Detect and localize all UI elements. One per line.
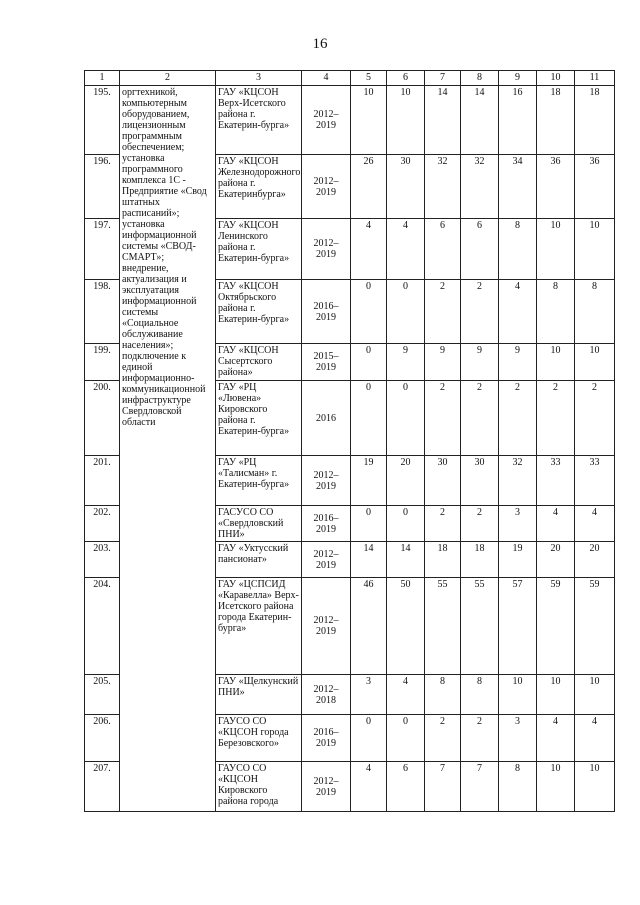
value-col-7: 7: [425, 762, 461, 812]
value-col-7: 2: [425, 506, 461, 542]
period: 2016: [302, 381, 351, 456]
row-number: 199.: [85, 344, 120, 381]
row-number: 200.: [85, 381, 120, 456]
value-col-8: 18: [461, 542, 499, 578]
value-col-9: 4: [499, 280, 537, 344]
column-header-5: 5: [351, 71, 387, 86]
value-col-5: 0: [351, 381, 387, 456]
value-col-5: 46: [351, 578, 387, 675]
value-col-8: 2: [461, 280, 499, 344]
value-col-11: 36: [575, 155, 615, 219]
value-col-7: 18: [425, 542, 461, 578]
value-col-6: 0: [387, 381, 425, 456]
value-col-10: 8: [537, 280, 575, 344]
value-col-9: 10: [499, 675, 537, 715]
value-col-8: 32: [461, 155, 499, 219]
value-col-7: 8: [425, 675, 461, 715]
column-header-1: 1: [85, 71, 120, 86]
value-col-9: 16: [499, 86, 537, 155]
value-col-10: 20: [537, 542, 575, 578]
value-col-11: 10: [575, 219, 615, 280]
value-col-10: 33: [537, 456, 575, 506]
value-col-11: 59: [575, 578, 615, 675]
period: 2015–2019: [302, 344, 351, 381]
value-col-7: 30: [425, 456, 461, 506]
organization-name: ГАСУСО СО «Свердловский ПНИ»: [216, 506, 302, 542]
period: 2012–2019: [302, 219, 351, 280]
value-col-8: 55: [461, 578, 499, 675]
row-number: 197.: [85, 219, 120, 280]
value-col-6: 6: [387, 762, 425, 812]
column-header-6: 6: [387, 71, 425, 86]
column-header-3: 3: [216, 71, 302, 86]
value-col-11: 4: [575, 715, 615, 762]
period: 2016–2019: [302, 715, 351, 762]
value-col-9: 3: [499, 715, 537, 762]
value-col-7: 32: [425, 155, 461, 219]
data-table: [84, 70, 615, 812]
value-col-10: 59: [537, 578, 575, 675]
value-col-11: 20: [575, 542, 615, 578]
period: 2012–2019: [302, 456, 351, 506]
value-col-10: 36: [537, 155, 575, 219]
row-number: 198.: [85, 280, 120, 344]
value-col-5: 3: [351, 675, 387, 715]
value-col-10: 2: [537, 381, 575, 456]
value-col-8: 8: [461, 675, 499, 715]
value-col-6: 50: [387, 578, 425, 675]
value-col-9: 3: [499, 506, 537, 542]
period: 2012–2018: [302, 675, 351, 715]
value-col-11: 10: [575, 762, 615, 812]
value-col-11: 10: [575, 344, 615, 381]
row-number: 205.: [85, 675, 120, 715]
value-col-6: 0: [387, 280, 425, 344]
row-number: 201.: [85, 456, 120, 506]
value-col-6: 30: [387, 155, 425, 219]
value-col-8: 6: [461, 219, 499, 280]
value-col-5: 0: [351, 280, 387, 344]
value-col-8: 7: [461, 762, 499, 812]
period: 2012–2019: [302, 86, 351, 155]
column-header-10: 10: [537, 71, 575, 86]
value-col-6: 4: [387, 675, 425, 715]
value-col-11: 18: [575, 86, 615, 155]
organization-name: ГАУСО СО «КЦСОН Кировского района города: [216, 762, 302, 812]
period: 2012–2019: [302, 155, 351, 219]
period: 2016–2019: [302, 280, 351, 344]
column-header-8: 8: [461, 71, 499, 86]
value-col-7: 2: [425, 381, 461, 456]
row-number: 195.: [85, 86, 120, 155]
value-col-6: 4: [387, 219, 425, 280]
value-col-10: 18: [537, 86, 575, 155]
value-col-9: 32: [499, 456, 537, 506]
value-col-7: 2: [425, 715, 461, 762]
period: 2012–2019: [302, 762, 351, 812]
organization-name: ГАУ «ЦСПСИД «Каравелла» Верх-Исетского района города Екатерин-бурга»: [216, 578, 302, 675]
header-row: [85, 71, 615, 86]
value-col-6: 0: [387, 715, 425, 762]
value-col-7: 14: [425, 86, 461, 155]
value-col-9: 2: [499, 381, 537, 456]
value-col-7: 2: [425, 280, 461, 344]
value-col-9: 8: [499, 219, 537, 280]
period: 2012–2019: [302, 578, 351, 675]
column-header-9: 9: [499, 71, 537, 86]
value-col-9: 19: [499, 542, 537, 578]
row-number: 207.: [85, 762, 120, 812]
value-col-10: 10: [537, 675, 575, 715]
organization-name: ГАУ «КЦСОН Октябрьского района г. Екатерин-бурга»: [216, 280, 302, 344]
value-col-11: 33: [575, 456, 615, 506]
table-row: [85, 86, 615, 155]
column-header-2: 2: [120, 71, 216, 86]
row-number: 196.: [85, 155, 120, 219]
row-number: 206.: [85, 715, 120, 762]
value-col-6: 9: [387, 344, 425, 381]
value-col-11: 8: [575, 280, 615, 344]
value-col-9: 57: [499, 578, 537, 675]
value-col-5: 19: [351, 456, 387, 506]
value-col-11: 10: [575, 675, 615, 715]
value-col-6: 0: [387, 506, 425, 542]
column-header-4: 4: [302, 71, 351, 86]
value-col-11: 4: [575, 506, 615, 542]
column-header-7: 7: [425, 71, 461, 86]
value-col-5: 14: [351, 542, 387, 578]
organization-name: ГАУСО СО «КЦСОН города Березовского»: [216, 715, 302, 762]
row-number: 204.: [85, 578, 120, 675]
value-col-5: 26: [351, 155, 387, 219]
value-col-7: 6: [425, 219, 461, 280]
value-col-5: 4: [351, 762, 387, 812]
table-body: [85, 86, 615, 812]
value-col-10: 10: [537, 219, 575, 280]
organization-name: ГАУ «РЦ «Талисман» г. Екатерин-бурга»: [216, 456, 302, 506]
organization-name: ГАУ «КЦСОН Железнодорожного района г. Екатеринбурга»: [216, 155, 302, 219]
period: 2016–2019: [302, 506, 351, 542]
value-col-8: 30: [461, 456, 499, 506]
page-number: 16: [312, 36, 328, 52]
organization-name: ГАУ «Уктусский пансионат»: [216, 542, 302, 578]
organization-name: ГАУ «КЦСОН Сысертского района»: [216, 344, 302, 381]
value-col-8: 9: [461, 344, 499, 381]
value-col-8: 2: [461, 381, 499, 456]
value-col-5: 0: [351, 506, 387, 542]
value-col-10: 4: [537, 506, 575, 542]
value-col-8: 14: [461, 86, 499, 155]
value-col-10: 10: [537, 762, 575, 812]
value-col-11: 2: [575, 381, 615, 456]
value-col-7: 55: [425, 578, 461, 675]
column-header-11: 11: [575, 71, 615, 86]
value-col-9: 9: [499, 344, 537, 381]
period: 2012–2019: [302, 542, 351, 578]
value-col-9: 8: [499, 762, 537, 812]
row-number: 202.: [85, 506, 120, 542]
row-number: 203.: [85, 542, 120, 578]
organization-name: ГАУ «РЦ «Лювена» Кировского района г. Екатерин-бурга»: [216, 381, 302, 456]
value-col-8: 2: [461, 715, 499, 762]
value-col-10: 10: [537, 344, 575, 381]
value-col-6: 20: [387, 456, 425, 506]
merged-description: оргтехникой, компьютерным оборудованием, лицензионным программным обеспечением; установка программного комплекса 1С - Предприятие «Свод штатных расписаний»; установка информационной системы «СВОД-СМАРТ»; внедрение, актуализация и эксплуатация информационной системы «Социальное обслуживание населения»; подключение к единой информационно-коммуникационной инфраструктуре Свердловской области: [120, 86, 216, 812]
value-col-5: 0: [351, 344, 387, 381]
value-col-5: 10: [351, 86, 387, 155]
organization-name: ГАУ «КЦСОН Ленинского района г. Екатерин-бурга»: [216, 219, 302, 280]
value-col-9: 34: [499, 155, 537, 219]
value-col-5: 4: [351, 219, 387, 280]
value-col-6: 10: [387, 86, 425, 155]
value-col-8: 2: [461, 506, 499, 542]
organization-name: ГАУ «Щелкунский ПНИ»: [216, 675, 302, 715]
organization-name: ГАУ «КЦСОН Верх-Исетского района г. Екатерин-бурга»: [216, 86, 302, 155]
value-col-6: 14: [387, 542, 425, 578]
value-col-5: 0: [351, 715, 387, 762]
value-col-10: 4: [537, 715, 575, 762]
value-col-7: 9: [425, 344, 461, 381]
